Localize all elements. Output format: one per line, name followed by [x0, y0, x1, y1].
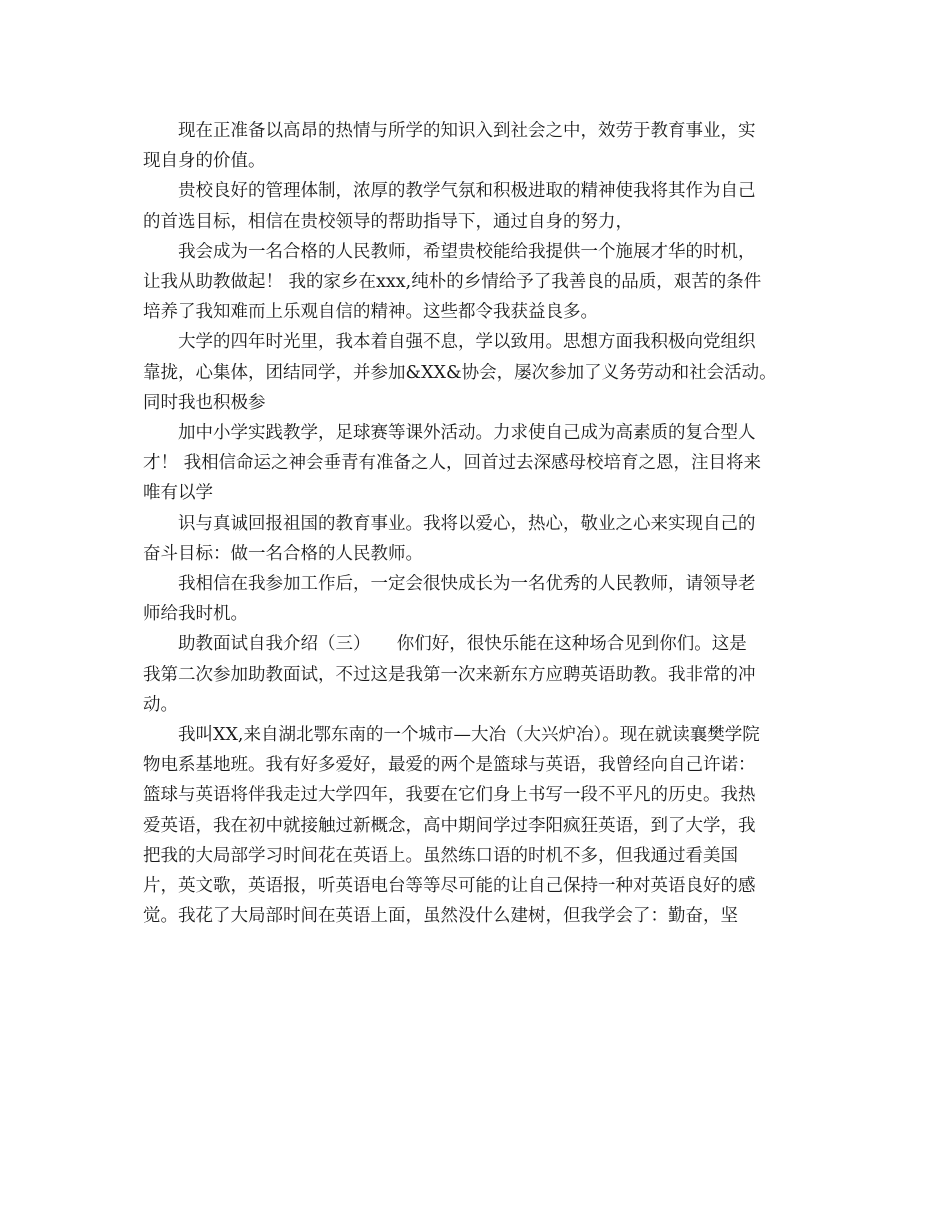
text-line: 我相信在我参加工作后，一定会很快成长为一名优秀的人民教师，请领导老 [178, 574, 756, 595]
text-line: 我叫XX,来自湖北鄂东南的一个城市—大冶（大兴炉冶）。现在就读襄樊学院 [178, 725, 760, 746]
text-line: 同时我也积极参 [143, 392, 266, 413]
text-line: 大学的四年时光里，我本着自强不息，学以致用。思想方面我积极向党组织 [178, 332, 756, 353]
paragraph [143, 116, 808, 176]
text-line: 才！ 我相信命运之神会垂青有准备之人，回首过去深感母校培育之恩，注目将来 [143, 453, 762, 474]
paragraph [143, 176, 808, 236]
text-line: 培养了我知难而上乐观自信的精神。这些都令我获益良多。 [143, 302, 598, 323]
paragraph [143, 418, 808, 509]
paragraph [143, 327, 808, 418]
text-line: 现自身的价值。 [143, 151, 266, 172]
text-line: 师给我时机。 [143, 604, 248, 625]
text-line: 篮球与英语将伴我走过大学四年，我要在它们身上书写一段不平凡的历史。我热 [143, 785, 756, 806]
text-line: 把我的大局部学习时间花在英语上。虽然练口语的时机不多，但我通过看美国 [143, 845, 738, 866]
paragraph [143, 509, 808, 569]
paragraph [143, 720, 808, 931]
text-line: 物电系基地班。我有好多爱好，最爱的两个是篮球与英语，我曾经向自己许诺： [143, 755, 756, 776]
text-line: 唯有以学 [143, 483, 213, 504]
paragraph [143, 569, 808, 629]
paragraph [143, 629, 808, 720]
text-line: 我第二次参加助教面试，不过这是我第一次来新东方应聘英语助教。我非常的冲 [143, 664, 756, 685]
text-line: 奋斗目标：做一名合格的人民教师。 [143, 543, 423, 564]
text-line: 让我从助教做起！ 我的家乡在xxx,纯朴的乡情给予了我善良的品质，艰苦的条件 [143, 272, 762, 293]
text-line: 觉。我花了大局部时间在英语上面，虽然没什么建树，但我学会了：勤奋，坚 [143, 906, 738, 927]
text-line: 的首选目标，相信在贵校领导的帮助指导下，通过自身的努力， [143, 211, 633, 232]
text-line: 助教面试自我介绍（三） 你们好，很快乐能在这种场合见到你们。这是 [178, 634, 747, 655]
document-body [143, 116, 808, 931]
text-line: 靠拢，心集体，团结同学，并参加&XX&协会，屡次参加了义务劳动和社会活动。 [143, 362, 777, 383]
text-line: 动。 [143, 694, 178, 715]
text-line: 贵校良好的管理体制，浓厚的教学气氛和积极进取的精神使我将其作为自己 [178, 181, 756, 202]
text-line: 爱英语，我在初中就接触过新概念，高中期间学过李阳疯狂英语，到了大学，我 [143, 815, 756, 836]
text-line: 片，英文歌，英语报，听英语电台等等尽可能的让自己保持一种对英语良好的感 [143, 876, 756, 897]
text-line: 加中小学实践教学，足球赛等课外活动。力求使自己成为高素质的复合型人 [178, 423, 756, 444]
text-line: 现在正准备以高昂的热情与所学的知识入到社会之中，效劳于教育事业，实 [178, 121, 756, 141]
text-line: 识与真诚回报祖国的教育事业。我将以爱心，热心，敬业之心来实现自己的 [178, 513, 756, 534]
text-line: 我会成为一名合格的人民教师，希望贵校能给我提供一个施展才华的时机， [178, 241, 756, 262]
paragraph [143, 237, 808, 328]
